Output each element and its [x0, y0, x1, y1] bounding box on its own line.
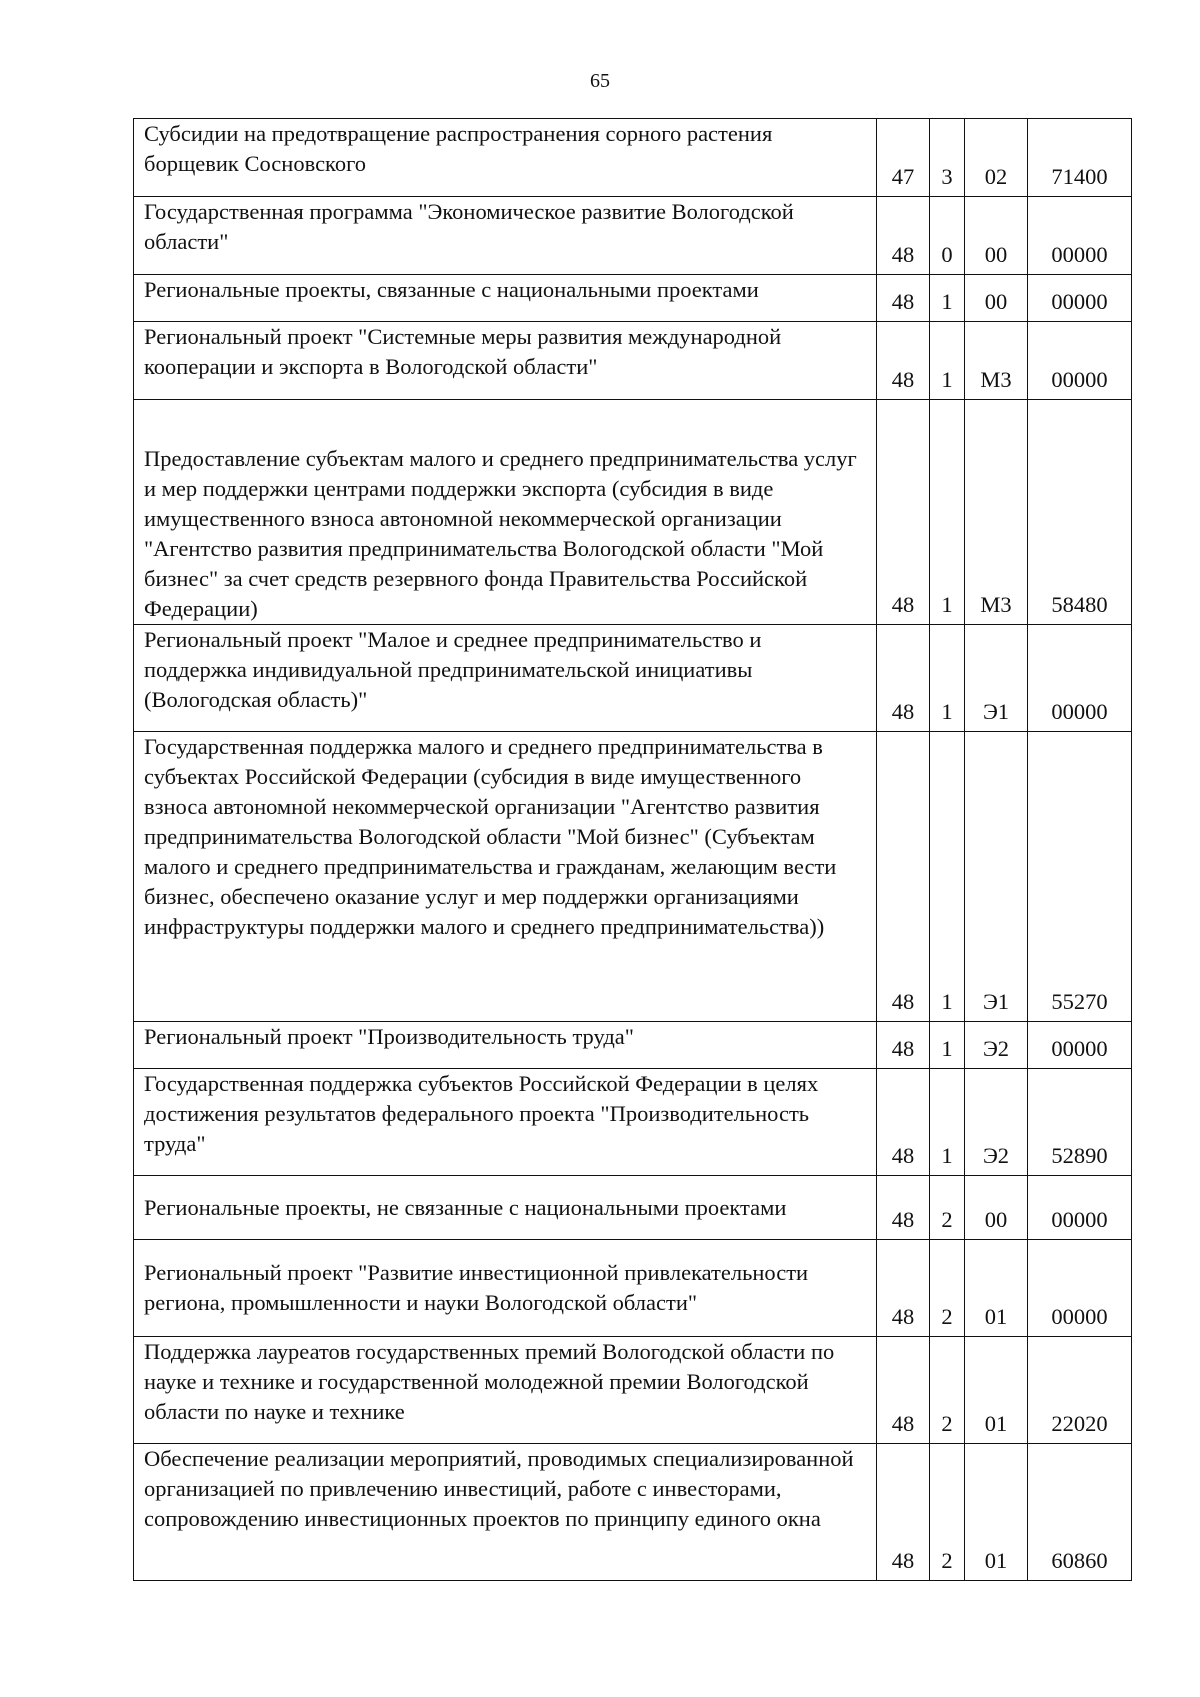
program-code: 48 [877, 275, 930, 322]
table-row [134, 1069, 1132, 1176]
row-description: Региональные проекты, связанные с национальными проектами [134, 275, 877, 322]
row-description: Предоставление субъектам малого и среднего предпринимательства услуг и мер поддержки центрами поддержки экспорта (субсидия в виде имущественного взноса автономной некоммерческой организации "Агентство развития предпринимательства Вологодской области "Мой бизнес" за счет средств резервного фонда Правительства Российской Федерации) [134, 400, 877, 625]
direction-code: 00000 [1028, 1022, 1132, 1069]
direction-code: 58480 [1028, 400, 1132, 625]
program-code: 48 [877, 400, 930, 625]
program-code: 48 [877, 322, 930, 400]
table-row [134, 1022, 1132, 1069]
direction-code: 00000 [1028, 1240, 1132, 1337]
row-description: Государственная поддержка малого и среднего предпринимательства в субъектах Российской Федерации (субсидия в виде имущественного взноса автономной некоммерческой организации "Агентство развития предпринимательства Вологодской области "Мой бизнес" (Субъектам малого и среднего предпринимательства и гражданам, желающим вести бизнес, обеспечено оказание услуг и мер поддержки организациями инфраструктуры поддержки малого и среднего предпринимательства)) [134, 732, 877, 1022]
table-row [134, 1337, 1132, 1444]
table-row [134, 400, 1132, 625]
subprogram-code: 2 [930, 1240, 965, 1337]
event-code: Э1 [965, 625, 1028, 732]
table-row [134, 1240, 1132, 1337]
direction-code: 00000 [1028, 322, 1132, 400]
subprogram-code: 2 [930, 1444, 965, 1581]
table-row [134, 625, 1132, 732]
row-description: Государственная программа "Экономическое развитие Вологодской области" [134, 197, 877, 275]
program-code: 48 [877, 197, 930, 275]
table-row [134, 119, 1132, 197]
table-row [134, 1444, 1132, 1581]
event-code: М3 [965, 322, 1028, 400]
event-code: 01 [965, 1444, 1028, 1581]
program-code: 48 [877, 732, 930, 1022]
page-number: 65 [590, 70, 610, 92]
subprogram-code: 1 [930, 1022, 965, 1069]
table-row [134, 1176, 1132, 1240]
direction-code: 00000 [1028, 197, 1132, 275]
subprogram-code: 1 [930, 732, 965, 1022]
event-code: 01 [965, 1240, 1028, 1337]
event-code: 02 [965, 119, 1028, 197]
row-description: Региональный проект "Системные меры развития международной кооперации и экспорта в Вологодской области" [134, 322, 877, 400]
event-code: 00 [965, 197, 1028, 275]
subprogram-code: 1 [930, 1069, 965, 1176]
event-code: Э2 [965, 1022, 1028, 1069]
direction-code: 22020 [1028, 1337, 1132, 1444]
subprogram-code: 3 [930, 119, 965, 197]
table-row [134, 197, 1132, 275]
row-description: Региональные проекты, не связанные с национальными проектами [134, 1176, 877, 1240]
program-code: 47 [877, 119, 930, 197]
subprogram-code: 2 [930, 1337, 965, 1444]
table-row [134, 322, 1132, 400]
program-code: 48 [877, 1240, 930, 1337]
direction-code: 00000 [1028, 1176, 1132, 1240]
event-code: 01 [965, 1337, 1028, 1444]
direction-code: 52890 [1028, 1069, 1132, 1176]
event-code: Э2 [965, 1069, 1028, 1176]
direction-code: 00000 [1028, 275, 1132, 322]
event-code: М3 [965, 400, 1028, 625]
program-code: 48 [877, 1337, 930, 1444]
subprogram-code: 1 [930, 275, 965, 322]
direction-code: 71400 [1028, 119, 1132, 197]
subprogram-code: 2 [930, 1176, 965, 1240]
table-row [134, 732, 1132, 1022]
program-code: 48 [877, 625, 930, 732]
row-description: Региональный проект "Малое и среднее предпринимательство и поддержка индивидуальной предпринимательской инициативы (Вологодская область)" [134, 625, 877, 732]
subprogram-code: 1 [930, 625, 965, 732]
row-description: Региональный проект "Производительность труда" [134, 1022, 877, 1069]
program-code: 48 [877, 1444, 930, 1581]
program-code: 48 [877, 1069, 930, 1176]
subprogram-code: 0 [930, 197, 965, 275]
subprogram-code: 1 [930, 400, 965, 625]
row-description: Региональный проект "Развитие инвестиционной привлекательности региона, промышленности и науки Вологодской области" [134, 1240, 877, 1337]
direction-code: 55270 [1028, 732, 1132, 1022]
subprogram-code: 1 [930, 322, 965, 400]
event-code: 00 [965, 275, 1028, 322]
row-description: Поддержка лауреатов государственных премий Вологодской области по науке и технике и государственной молодежной премии Вологодской области по науке и технике [134, 1337, 877, 1444]
direction-code: 00000 [1028, 625, 1132, 732]
event-code: Э1 [965, 732, 1028, 1022]
program-code: 48 [877, 1022, 930, 1069]
row-description: Обеспечение реализации мероприятий, проводимых специализированной организацией по привлечению инвестиций, работе с инвесторами, сопровождению инвестиционных проектов по принципу единого окна [134, 1444, 877, 1581]
direction-code: 60860 [1028, 1444, 1132, 1581]
program-code: 48 [877, 1176, 930, 1240]
table-row [134, 275, 1132, 322]
budget-classification-table [133, 118, 1132, 1581]
row-description: Государственная поддержка субъектов Российской Федерации в целях достижения результатов федерального проекта "Производительность труда" [134, 1069, 877, 1176]
event-code: 00 [965, 1176, 1028, 1240]
row-description: Субсидии на предотвращение распространения сорного растения борщевик Сосновского [134, 119, 877, 197]
